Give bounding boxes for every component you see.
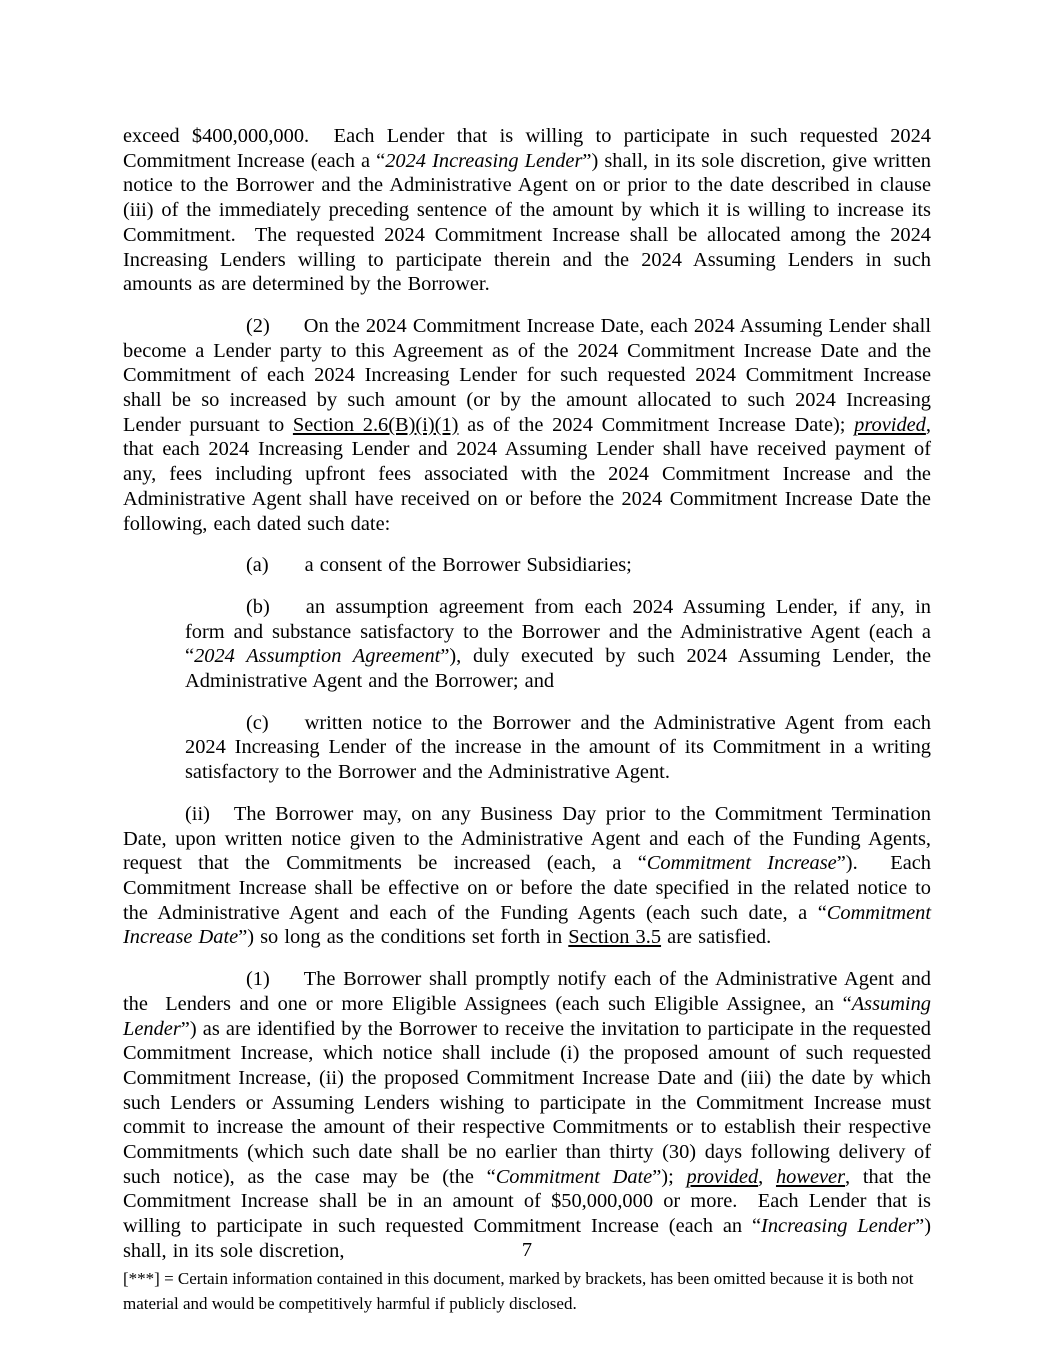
text-segment: (b)	[246, 595, 270, 618]
paragraph	[185, 553, 931, 578]
text-segment: exceed $400,000,000. Each Lender that is willing to participate in such requested 2024 Commitment Increase (each a “	[123, 125, 931, 172]
text-segment: Commitment Increase	[646, 852, 837, 875]
page-number: 7	[521, 1239, 533, 1261]
text-segment: The Borrower may, on any Business Day prior to the Commitment Termination Date, upon written notice given to the Administrative Agent and each of the Funding Agents, request that the Commitments be increased (each, a “	[123, 802, 931, 875]
text-segment: (a)	[246, 554, 269, 577]
text-segment: ”). Each Commitment Increase shall be effective on or before the date specified in the related notice to the Administrative Agent and each of the Funding Agents (each such date, a “	[123, 852, 931, 924]
page-footer	[123, 1238, 931, 1316]
paragraph	[123, 124, 931, 297]
text-segment: (2)	[246, 314, 270, 337]
text-segment: a consent of the Borrower Subsidiaries;	[304, 554, 632, 577]
page-body	[123, 124, 931, 1281]
paragraph	[123, 314, 931, 536]
text-segment: Commitment Increase Date	[123, 901, 931, 949]
text-segment: On the 2024 Commitment Increase Date, each 2024 Assuming Lender shall become a Lender party to this Agreement as of the 2024 Commitment Increase Date and the Commitment of each 2024 Increasing Lender for such requested 2024 Commitment Increase shall be so increased by such amount (or by the amount allocated to such 2024 Increasing Lender pursuant to	[123, 314, 931, 436]
text-segment: written notice to the Borrower and the Administrative Agent from each 2024 Increasing Lender of the increase in the amount of its Commitment in a writing satisfactory to the Borrower and the Administrative Agent.	[185, 711, 931, 784]
text-segment: ”), duly executed by such 2024 Assuming Lender, the Administrative Agent and the Borrower; and	[185, 645, 931, 693]
text-segment: ”) shall, in its sole discretion,	[123, 1215, 931, 1262]
text-segment: an assumption agreement from each 2024 Assuming Lender, if any, in form and substance satisfactory to the Borrower and the Administrative Agent (each a “	[185, 595, 931, 668]
text-segment: ”) as are identified by the Borrower to receive the invitation to participate in the requested Commitment Increase, which notice shall include (i) the proposed amount of such requested Commitment Increase, (ii) the proposed Commitment Increase Date and (iii) the date by which such Lenders or Assuming Lenders wishing to participate in the Commitment Increase must commit to increase the amount of their respective Commitments or to establish their respective Commitments (which such date shall be no earlier than thirty (30) days following delivery of such notice), as the case may be (the “	[123, 1017, 931, 1188]
text-segment: ”) so long as the conditions set forth in	[238, 926, 569, 949]
text-segment: ”) shall, in its sole discretion, give written notice to the Borrower and the Administrative Agent on or prior to the date described in clause (iii) of the immediately preceding sentence of the amount by which it is willing to increase its Commitment. The requested 2024 Commitment Increase shall be allocated among the 2024 Increasing Lenders willing to participate therein and the 2024 Assuming Lenders in such amounts as are determined by the Borrower.	[123, 149, 931, 296]
text-segment: ”);	[652, 1165, 687, 1188]
paragraph	[185, 595, 931, 694]
text-segment: however	[775, 1165, 846, 1188]
text-segment: ,	[758, 1165, 776, 1188]
text-segment: 2024 Increasing Lender	[385, 149, 583, 172]
text-segment: Commitment Date	[495, 1165, 653, 1188]
footnote: [***] = Certain information contained in this document, marked by brackets, has been omitted because it is both not material and would be competitively harmful if publicly disclosed.	[123, 1269, 914, 1313]
text-segment: provided	[854, 413, 926, 436]
text-segment: (ii)	[185, 802, 210, 825]
text-segment: Section 3.5	[568, 926, 662, 949]
text-segment: (1)	[246, 968, 270, 991]
paragraph	[123, 802, 931, 950]
text-segment: Section 2.6(B)(i)(1)	[292, 413, 459, 436]
text-segment: as of the 2024 Commitment Increase Date);	[458, 413, 855, 436]
text-segment: , that the Commitment Increase shall be in an amount of $50,000,000 or more. Each Lender that is willing to participate in such requested Commitment Increase (each an “	[123, 1165, 932, 1238]
text-segment: Assuming Lender	[123, 992, 931, 1040]
paragraph	[185, 711, 931, 785]
text-segment: , that each 2024 Increasing Lender and 2024 Assuming Lender shall have received payment of any, fees including upfront fees associated with the 2024 Commitment Increase and the Administrative Agent shall have received on or before the 2024 Commitment Increase Date the following, each dated such date:	[123, 413, 931, 535]
body-paragraphs	[123, 124, 931, 1264]
text-segment: Increasing Lender	[761, 1215, 916, 1238]
paragraph	[123, 967, 931, 1263]
text-segment: The Borrower shall promptly notify each of the Administrative Agent and the Lenders and one or more Eligible Assignees (each such Eligible Assignee, an “	[123, 968, 931, 1015]
text-segment: provided	[686, 1165, 759, 1188]
text-segment: are satisfied.	[661, 926, 772, 949]
text-segment: 2024 Assumption Agreement	[194, 645, 441, 668]
text-segment: (c)	[246, 711, 269, 734]
